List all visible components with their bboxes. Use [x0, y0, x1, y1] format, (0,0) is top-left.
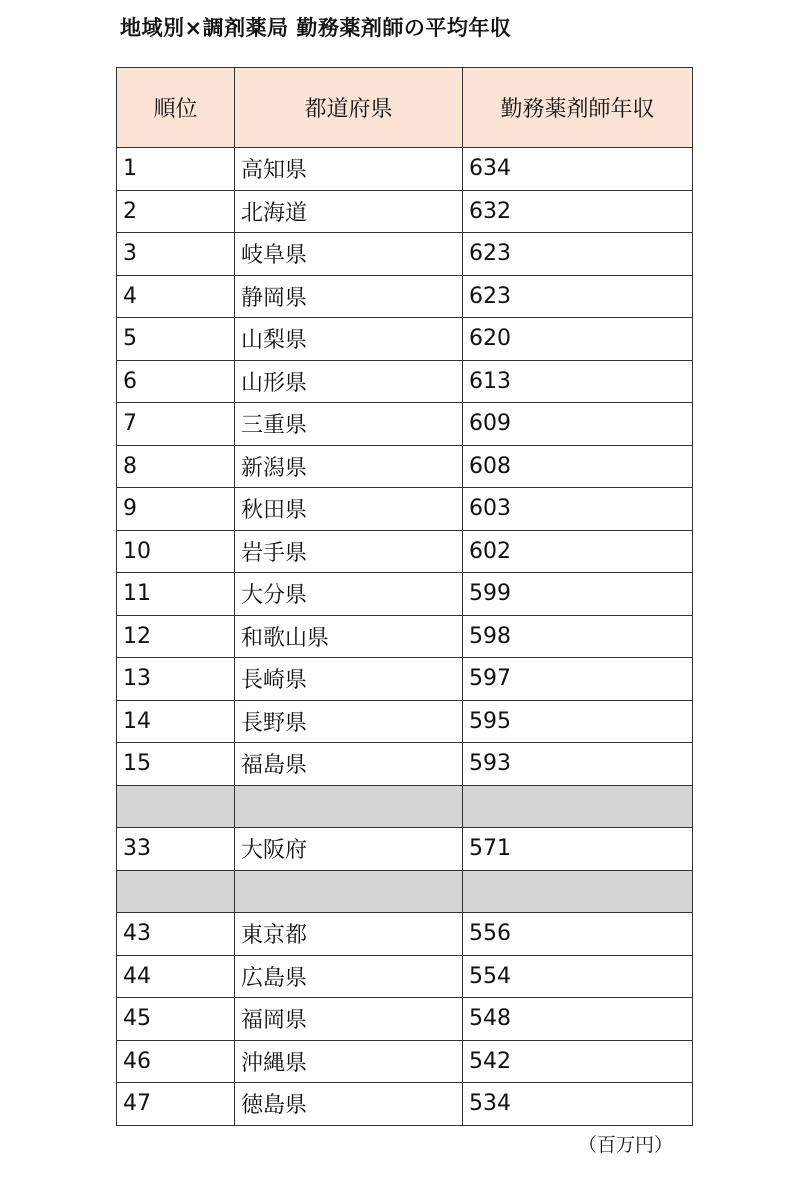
- table-row: [117, 743, 693, 786]
- omitted-rows-separator: [117, 870, 693, 913]
- rank-cell: 14: [117, 700, 235, 743]
- salary-ranking-table: [116, 67, 693, 1126]
- prefecture-cell: 高知県: [235, 148, 463, 191]
- salary-cell: 620: [463, 318, 693, 361]
- salary-cell: 623: [463, 233, 693, 276]
- salary-cell: 609: [463, 403, 693, 446]
- separator-cell: [117, 870, 235, 913]
- table-row: [117, 998, 693, 1041]
- prefecture-cell: 長野県: [235, 700, 463, 743]
- rank-cell: 12: [117, 615, 235, 658]
- prefecture-cell: 長崎県: [235, 658, 463, 701]
- prefecture-cell: 岐阜県: [235, 233, 463, 276]
- salary-cell: 602: [463, 530, 693, 573]
- header-salary: 勤務薬剤師年収: [463, 68, 693, 148]
- salary-cell: 623: [463, 275, 693, 318]
- table-row: [117, 1083, 693, 1126]
- header-row: [117, 68, 693, 148]
- rank-cell: 7: [117, 403, 235, 446]
- rank-cell: 6: [117, 360, 235, 403]
- rank-cell: 4: [117, 275, 235, 318]
- separator-cell: [463, 870, 693, 913]
- header-prefecture: 都道府県: [235, 68, 463, 148]
- prefecture-cell: 山梨県: [235, 318, 463, 361]
- table-row: [117, 530, 693, 573]
- prefecture-cell: 三重県: [235, 403, 463, 446]
- table-row: [117, 615, 693, 658]
- unit-note: （百万円）: [578, 1134, 674, 1156]
- table-row: [117, 573, 693, 616]
- salary-cell: 608: [463, 445, 693, 488]
- salary-cell: 613: [463, 360, 693, 403]
- rank-cell: 15: [117, 743, 235, 786]
- salary-cell: 632: [463, 190, 693, 233]
- salary-cell: 603: [463, 488, 693, 531]
- separator-cell: [463, 785, 693, 828]
- table-row: [117, 1040, 693, 1083]
- prefecture-cell: 山形県: [235, 360, 463, 403]
- table-row: [117, 318, 693, 361]
- table-row: [117, 658, 693, 701]
- rank-cell: 8: [117, 445, 235, 488]
- separator-cell: [117, 785, 235, 828]
- salary-cell: 595: [463, 700, 693, 743]
- table-row: [117, 955, 693, 998]
- table-row: [117, 275, 693, 318]
- rank-cell: 45: [117, 998, 235, 1041]
- table-row: [117, 148, 693, 191]
- rank-cell: 3: [117, 233, 235, 276]
- prefecture-cell: 北海道: [235, 190, 463, 233]
- rank-cell: 43: [117, 913, 235, 956]
- header-rank: 順位: [117, 68, 235, 148]
- table-row: [117, 233, 693, 276]
- salary-cell: 598: [463, 615, 693, 658]
- prefecture-cell: 東京都: [235, 913, 463, 956]
- prefecture-cell: 広島県: [235, 955, 463, 998]
- rank-cell: 10: [117, 530, 235, 573]
- table-row: [117, 445, 693, 488]
- salary-cell: 542: [463, 1040, 693, 1083]
- salary-cell: 593: [463, 743, 693, 786]
- table-row: [117, 190, 693, 233]
- table-row: [117, 828, 693, 871]
- table-body: [117, 148, 693, 1126]
- salary-cell: 556: [463, 913, 693, 956]
- table-row: [117, 913, 693, 956]
- table-row: [117, 700, 693, 743]
- salary-cell: 599: [463, 573, 693, 616]
- rank-cell: 1: [117, 148, 235, 191]
- table-row: [117, 403, 693, 446]
- prefecture-cell: 岩手県: [235, 530, 463, 573]
- salary-cell: 571: [463, 828, 693, 871]
- rank-cell: 46: [117, 1040, 235, 1083]
- salary-cell: 597: [463, 658, 693, 701]
- prefecture-cell: 新潟県: [235, 445, 463, 488]
- rank-cell: 44: [117, 955, 235, 998]
- separator-cell: [235, 785, 463, 828]
- page-title: 地域別×調剤薬局 勤務薬剤師の平均年収: [120, 16, 512, 40]
- prefecture-cell: 静岡県: [235, 275, 463, 318]
- prefecture-cell: 大阪府: [235, 828, 463, 871]
- rank-cell: 13: [117, 658, 235, 701]
- rank-cell: 5: [117, 318, 235, 361]
- salary-cell: 534: [463, 1083, 693, 1126]
- prefecture-cell: 徳島県: [235, 1083, 463, 1126]
- rank-cell: 47: [117, 1083, 235, 1126]
- salary-cell: 554: [463, 955, 693, 998]
- rank-cell: 9: [117, 488, 235, 531]
- prefecture-cell: 沖縄県: [235, 1040, 463, 1083]
- table-row: [117, 360, 693, 403]
- omitted-rows-separator: [117, 785, 693, 828]
- rank-cell: 11: [117, 573, 235, 616]
- separator-cell: [235, 870, 463, 913]
- salary-cell: 634: [463, 148, 693, 191]
- rank-cell: 2: [117, 190, 235, 233]
- salary-cell: 548: [463, 998, 693, 1041]
- table-row: [117, 488, 693, 531]
- prefecture-cell: 秋田県: [235, 488, 463, 531]
- prefecture-cell: 大分県: [235, 573, 463, 616]
- prefecture-cell: 福岡県: [235, 998, 463, 1041]
- rank-cell: 33: [117, 828, 235, 871]
- table-header: [117, 68, 693, 148]
- prefecture-cell: 和歌山県: [235, 615, 463, 658]
- prefecture-cell: 福島県: [235, 743, 463, 786]
